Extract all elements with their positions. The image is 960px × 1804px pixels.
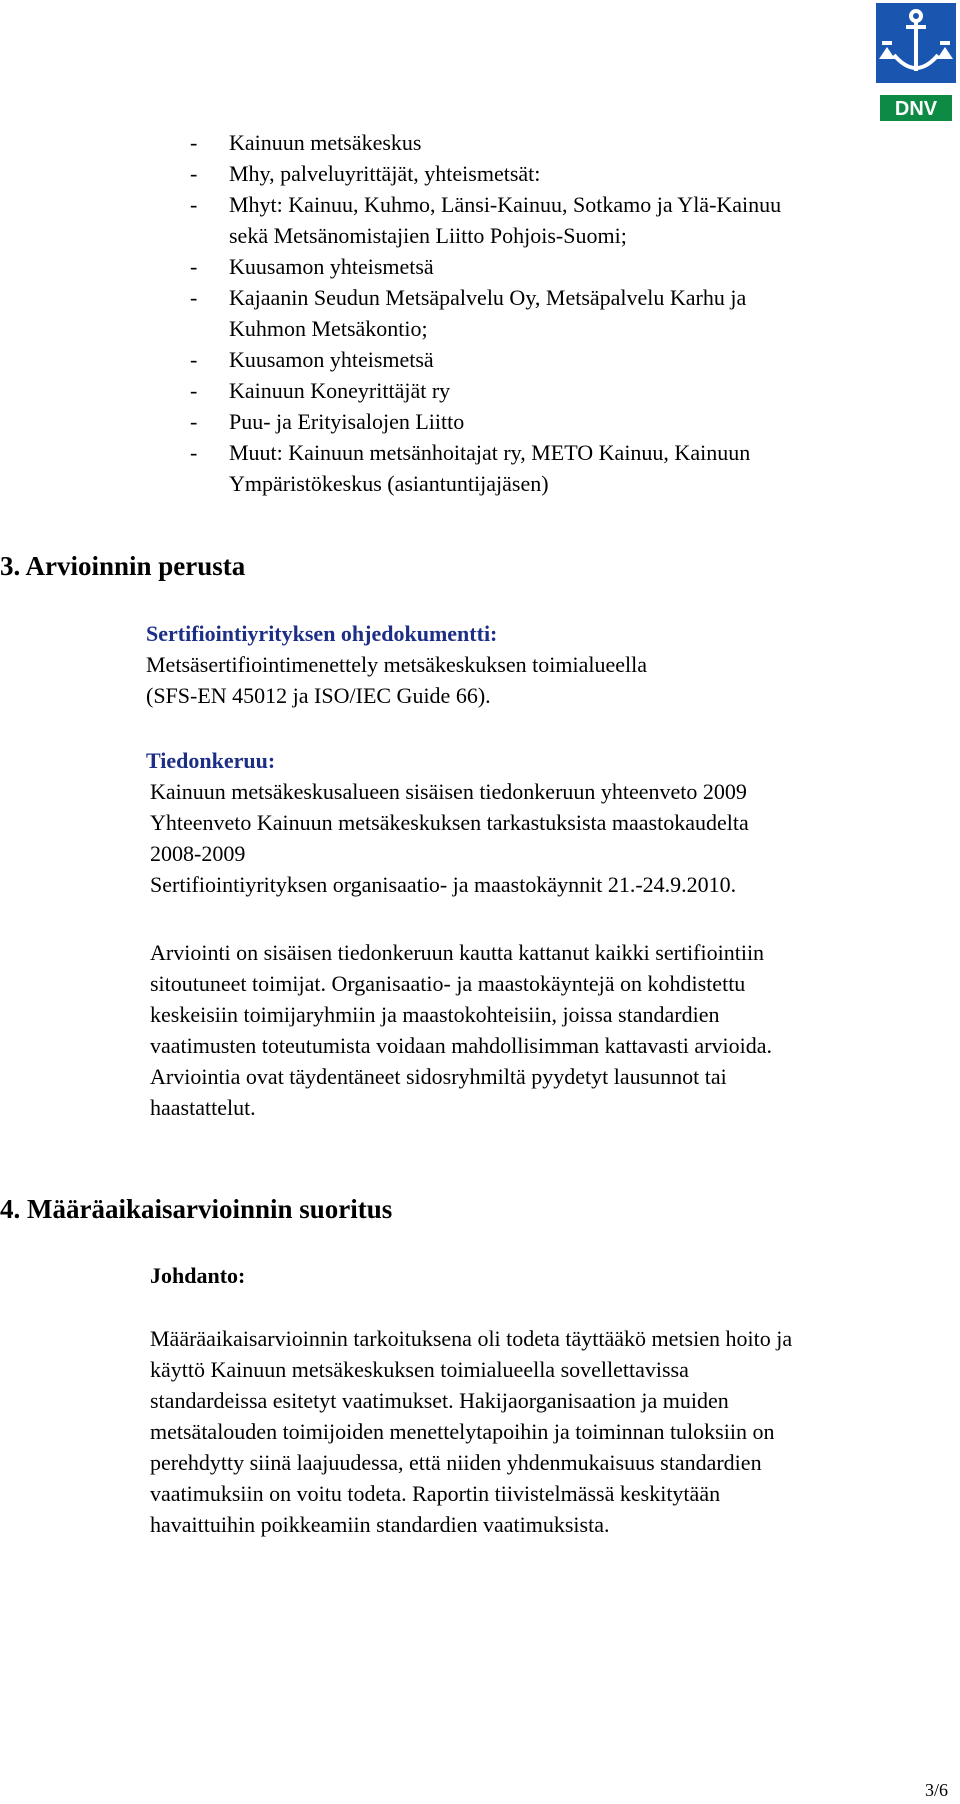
list-item: Mhy, palveluyrittäjät, yhteismetsät: bbox=[229, 161, 541, 186]
page-number: 3/6 bbox=[925, 1780, 949, 1800]
paragraph-line: vaatimuksiin on voitu todeta. Raportin tiivistelmässä keskitytään bbox=[150, 1481, 721, 1506]
paragraph-line: keskeisiin toimijaryhmiin ja maastokohteisiin, joissa standardien bbox=[150, 1002, 720, 1027]
list-item: Puu- ja Erityisalojen Liitto bbox=[229, 409, 465, 434]
list-item-continuation: sekä Metsänomistajien Liitto Pohjois-Suomi; bbox=[229, 223, 627, 248]
data-collection-line: Kainuun metsäkeskusalueen sisäisen tiedonkeruun yhteenveto 2009 bbox=[150, 779, 747, 804]
paragraph-line: Arviointia ovat täydentäneet sidosryhmiltä pyydetyt lausunnot tai bbox=[150, 1064, 727, 1089]
guidance-heading: Sertifiointiyrityksen ohjedokumentti: bbox=[146, 621, 498, 646]
data-collection-line: Sertifiointiyrityksen organisaatio- ja maastokäynnit 21.-24.9.2010. bbox=[150, 872, 737, 897]
list-dash: - bbox=[190, 378, 198, 403]
list-item-continuation: Kuhmon Metsäkontio; bbox=[229, 316, 428, 341]
list-dash: - bbox=[190, 285, 198, 310]
paragraph-line: standardeissa esitetyt vaatimukset. Hakijaorganisaation ja muiden bbox=[150, 1388, 729, 1413]
paragraph-line: vaatimusten toteutumista voidaan mahdollisimman kattavasti arvioida. bbox=[150, 1033, 772, 1058]
list-dash: - bbox=[190, 347, 198, 372]
section-4-heading: 4. Määräaikaisarvioinnin suoritus bbox=[0, 1194, 393, 1224]
paragraph-line: haastattelut. bbox=[150, 1095, 256, 1120]
dnv-logo bbox=[876, 3, 956, 129]
paragraph-line: sitoutuneet toimijat. Organisaatio- ja maastokäyntejä on kohdistettu bbox=[150, 971, 746, 996]
guidance-line: (SFS-EN 45012 ja ISO/IEC Guide 66). bbox=[146, 683, 491, 708]
paragraph-line: Arviointi on sisäisen tiedonkeruun kautta kattanut kaikki sertifiointiin bbox=[150, 940, 765, 965]
list-item: Muut: Kainuun metsänhoitajat ry, METO Kainuu, Kainuun bbox=[229, 440, 751, 465]
list-dash: - bbox=[190, 161, 198, 186]
list-item-continuation: Ympäristökeskus (asiantuntijajäsen) bbox=[229, 471, 549, 496]
intro-heading: Johdanto: bbox=[150, 1263, 246, 1288]
list-dash: - bbox=[190, 440, 198, 465]
logo-text: DNV bbox=[894, 98, 938, 120]
list-dash: - bbox=[190, 130, 198, 155]
data-collection-line: 2008-2009 bbox=[150, 841, 246, 866]
list-item: Kuusamon yhteismetsä bbox=[229, 254, 434, 279]
section-3-heading: 3. Arvioinnin perusta bbox=[0, 551, 246, 581]
data-collection-heading: Tiedonkeruu: bbox=[146, 748, 276, 773]
list-dash: - bbox=[190, 409, 198, 434]
list-dash: - bbox=[190, 192, 198, 217]
paragraph-line: Määräaikaisarvioinnin tarkoituksena oli todeta täyttääkö metsien hoito ja bbox=[150, 1326, 793, 1351]
paragraph-line: perehdytty siinä laajuudessa, että niiden yhdenmukaisuus standardien bbox=[150, 1450, 762, 1475]
list-item: Kainuun Koneyrittäjät ry bbox=[229, 378, 451, 403]
paragraph-line: käyttö Kainuun metsäkeskuksen toimialueella sovellettavissa bbox=[150, 1357, 689, 1382]
list-item: Kajaanin Seudun Metsäpalvelu Oy, Metsäpalvelu Karhu ja bbox=[229, 285, 747, 310]
paragraph-line: metsätalouden toimijoiden menettelytapoihin ja toiminnan tuloksiin on bbox=[150, 1419, 775, 1444]
paragraph-line: havaittuihin poikkeamiin standardien vaatimuksista. bbox=[150, 1512, 610, 1537]
guidance-line: Metsäsertifiointimenettely metsäkeskuksen toimialueella bbox=[146, 652, 647, 677]
list-dash: - bbox=[190, 254, 198, 279]
list-item: Kuusamon yhteismetsä bbox=[229, 347, 434, 372]
data-collection-line: Yhteenveto Kainuun metsäkeskuksen tarkastuksista maastokaudelta bbox=[150, 810, 749, 835]
list-item: Kainuun metsäkeskus bbox=[229, 130, 422, 155]
list-item: Mhyt: Kainuu, Kuhmo, Länsi-Kainuu, Sotkamo ja Ylä-Kainuu bbox=[229, 192, 782, 217]
